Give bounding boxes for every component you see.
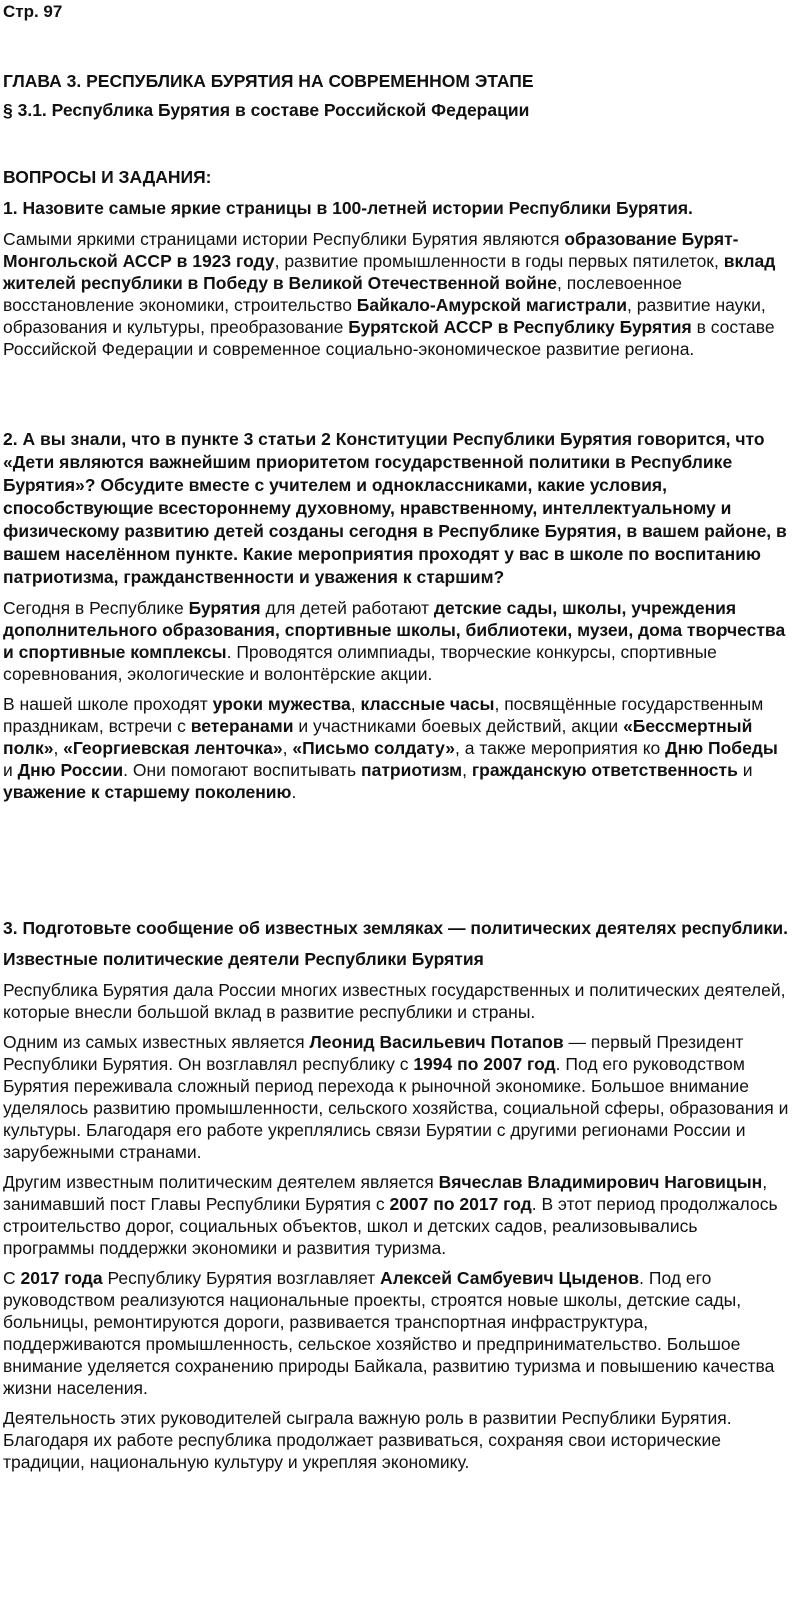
answer-3-paragraph-2 — [3, 1031, 790, 1163]
bold-text-run: образование Бурят-Монгольской АССР в 1923 году — [3, 229, 739, 271]
bold-text-run: уважение к старшему поколению — [3, 782, 292, 802]
text-run: В нашей школе проходят — [3, 694, 213, 714]
bold-text-run: Леонид Васильевич Потапов — [309, 1032, 564, 1052]
bold-text-run: классные часы — [360, 694, 495, 714]
bold-text-run: вклад жителей республики в Победу в Великой Отечественной войне — [3, 251, 776, 293]
answer-3-subheading: Известные политические деятели Республики Бурятия — [3, 949, 484, 969]
text-run: , занимавший пост Главы Республики Бурятия с — [3, 1172, 768, 1214]
text-run: и — [3, 760, 18, 780]
answer-2-paragraph-2 — [3, 693, 790, 803]
bold-text-run: «Георгиевская ленточка» — [63, 738, 283, 758]
bold-text-run: 2017 года — [20, 1268, 103, 1288]
section-title: § 3.1. Республика Бурятия в составе Российской Федерации — [3, 100, 530, 120]
text-run: , — [282, 738, 293, 758]
bold-text-run: «Бессмертный полк» — [3, 716, 753, 758]
bold-text-run: 2007 по 2017 год — [389, 1194, 532, 1214]
text-run: , — [462, 760, 472, 780]
questions-heading: ВОПРОСЫ И ЗАДАНИЯ: — [3, 167, 212, 187]
text-run: , — [53, 738, 64, 758]
answer-3-paragraph-4 — [3, 1267, 790, 1399]
text-run: , а также мероприятия ко — [455, 738, 666, 758]
text-run: — первый Президент Республики Бурятия. Он возглавлял республику с — [3, 1032, 744, 1074]
text-run: . В этот период продолжалось строительство дорог, социальных объектов, школ и детских садов, реализовывались программы поддержки экономики и развития туризма. — [3, 1194, 778, 1258]
question-1-block — [3, 197, 790, 360]
text-run: и участниками боевых действий, акции — [293, 716, 624, 736]
bold-text-run: Бурятской АССР в Республику Бурятия — [348, 317, 692, 337]
question-2-block — [3, 428, 790, 803]
bold-text-run: ветеранами — [190, 716, 294, 736]
text-run: Республика Бурятия дала России многих известных государственных и политических деятелей, которые внесли большой вклад в развитие республики и страны. — [3, 980, 786, 1022]
text-run: , развитие промышленности в годы первых пятилеток, — [274, 251, 724, 271]
text-run: Деятельность этих руководителей сыграла важную роль в развитии Республики Бурятия. Благодаря их работе республика продолжает развиваться, сохраняя свои исторические традиции, национальную культуру и укрепляя экономику. — [3, 1408, 732, 1472]
question-1: 1. Назовите самые яркие страницы в 100-летней истории Республики Бурятия. — [3, 198, 693, 218]
answer-3-paragraph-1 — [3, 979, 790, 1023]
question-3: 3. Подготовьте сообщение об известных земляках — политических деятелях республики. — [3, 918, 789, 938]
question-2: 2. А вы знали, что в пункте 3 статьи 2 Конституции Республики Бурятия говорится, что «Дети являются важнейшим приоритетом государственной политики в Республике Бурятия»? Обсудите вместе с учителем и одноклассниками, какие условия, способствующие всестороннему духовному, нравственному, интеллектуальному и физическому развитию детей созданы сегодня в Республике Бурятия, в вашем районе, в вашем населённом пункте. Какие мероприятия проходят у вас в школе по воспитанию патриотизма, гражданственности и уважения к старшим? — [3, 429, 787, 587]
text-run: для детей работают — [260, 598, 434, 618]
text-run: . Они помогают воспитывать — [123, 760, 362, 780]
bold-text-run: Дню Победы — [665, 738, 778, 758]
answer-3-paragraph-5 — [3, 1407, 790, 1473]
text-run: , послевоенное восстановление экономики, строительство — [3, 273, 683, 315]
text-run: . — [291, 782, 297, 802]
text-run: С — [3, 1268, 21, 1288]
text-run: Другим известным политическим деятелем является — [3, 1172, 439, 1192]
text-run: , посвящённые государственным праздникам, встречи с — [3, 694, 764, 736]
text-run: Республику Бурятия возглавляет — [102, 1268, 381, 1288]
text-run: Сегодня в Республике — [3, 598, 189, 618]
text-run: , развитие науки, образования и культуры, преобразование — [3, 295, 766, 337]
text-run: Самыми яркими страницами истории Республики Бурятия являются — [3, 229, 565, 249]
bold-text-run: Бурятия — [188, 598, 261, 618]
text-run: . Под его руководством Бурятия переживала сложный период перехода к рыночной экономике. Большое внимание уделялось развитию промышленности, сельского хозяйства, социальной сферы, образования и культуры. Благодаря его работе укреплялись связи Бурятии с другими регионами России и зарубежными странами. — [3, 1054, 789, 1162]
text-run: и — [737, 760, 753, 780]
text-run: . Под его руководством реализуются национальные проекты, строятся новые школы, детские сады, больницы, ремонтируются дороги, развивается транспортная инфраструктура, поддерживаются промышленность, сельское хозяйство и предпринимательство. Большое внимание уделяется сохранению природы Байкала, развитию туризма и повышению качества жизни населения. — [3, 1268, 775, 1398]
bold-text-run: Байкало-Амурской магистрали — [356, 295, 627, 315]
answer-1 — [3, 228, 790, 360]
bold-text-run: патриотизм — [361, 760, 463, 780]
bold-text-run: «Письмо солдату» — [292, 738, 456, 758]
question-3-block — [3, 917, 790, 1473]
text-run: Одним из самых известных является — [3, 1032, 310, 1052]
bold-text-run: Вячеслав Владимирович Наговицын — [438, 1172, 763, 1192]
chapter-title: ГЛАВА 3. РЕСПУБЛИКА БУРЯТИЯ НА СОВРЕМЕННОМ ЭТАПЕ — [3, 71, 534, 91]
bold-text-run: Алексей Самбуевич Цыденов — [380, 1268, 640, 1288]
answer-3-paragraph-3 — [3, 1171, 790, 1259]
text-run: в составе Российской Федерации и современное социально-экономическое развитие региона. — [3, 317, 775, 359]
bold-text-run: Дню России — [17, 760, 124, 780]
bold-text-run: уроки мужества — [212, 694, 351, 714]
bold-text-run: 1994 по 2007 год — [413, 1054, 556, 1074]
text-run: , — [350, 694, 361, 714]
bold-text-run: гражданскую ответственность — [471, 760, 738, 780]
page-number: Стр. 97 — [3, 2, 63, 21]
text-run: . Проводятся олимпиады, творческие конкурсы, спортивные соревнования, экологические и волонтёрские акции. — [3, 642, 717, 684]
answer-2-paragraph-1 — [3, 597, 790, 685]
bold-text-run: детские сады, школы, учреждения дополнительного образования, спортивные школы, библиотеки, музеи, дома творчества и спортивные комплексы — [3, 598, 786, 662]
